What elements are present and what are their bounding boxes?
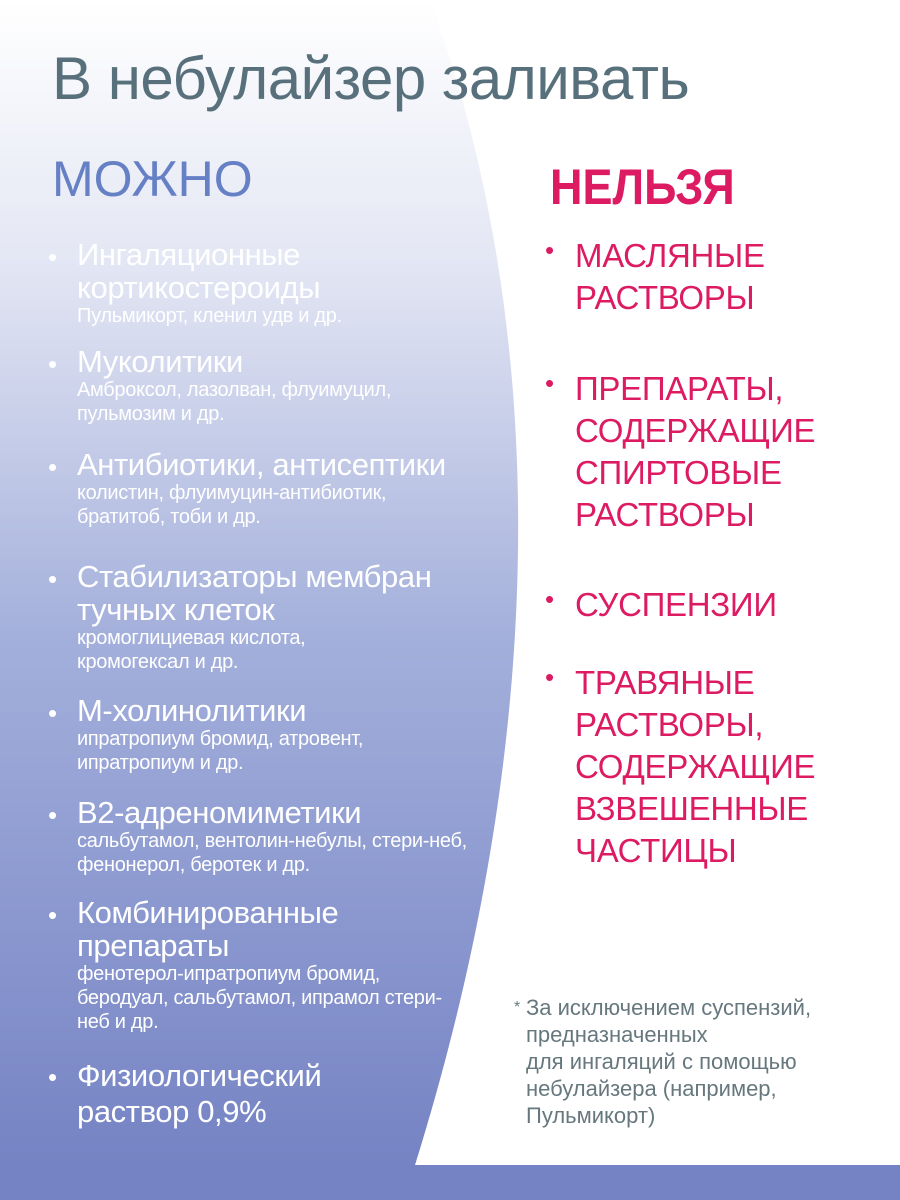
item-desc: Амброксол, лазолван, флуимуцил, пульмозим и др. — [77, 379, 392, 425]
item-name: Комбинированные препараты — [77, 895, 339, 963]
forbidden-item — [545, 584, 777, 626]
bullet-icon: • — [48, 900, 58, 930]
item-name: В2-адреномиметики — [77, 795, 362, 830]
item-desc: колистин, флуимуцин-антибиотик, братитоб, тоби и др. — [77, 482, 387, 528]
forbidden-item — [545, 235, 765, 319]
bullet-icon: • — [48, 698, 58, 728]
bullet-icon: • — [48, 1062, 58, 1092]
item-name: ПРЕПАРАТЫ, СОДЕРЖАЩИЕ СПИРТОВЫЕ РАСТВОРЫ — [575, 370, 816, 533]
allowed-item — [48, 345, 468, 426]
item-desc: Пульмикорт, кленил удв и др. — [77, 305, 342, 327]
forbidden-item — [545, 662, 815, 872]
allowed-item — [48, 1058, 408, 1130]
item-name: Ингаляционные кортикостероиды — [77, 237, 321, 305]
allowed-heading: МОЖНО — [52, 151, 253, 207]
footnote — [514, 994, 811, 1129]
bullet-icon: • — [48, 452, 58, 482]
allowed-item — [48, 560, 508, 674]
item-name: Стабилизаторы мембран тучных клеток — [77, 559, 432, 627]
item-name: Антибиотики, антисептики — [77, 447, 446, 482]
item-desc: кромоглициевая кислота, кромогексал и др. — [77, 627, 306, 673]
footnote-text: За исключением суспензий, предназначенных для ингаляций с помощью небулайзера (например, Пульмикорт) — [526, 995, 812, 1128]
bottom-band — [0, 1165, 900, 1200]
forbidden-heading: НЕЛЬЗЯ — [550, 159, 735, 215]
bullet-icon: • — [48, 349, 58, 379]
bullet-icon: • — [48, 242, 58, 272]
item-name: СУСПЕНЗИИ — [575, 586, 777, 623]
allowed-item — [48, 238, 378, 328]
bullet-icon: • — [545, 584, 555, 614]
page-title: В небулайзер заливать — [52, 45, 690, 112]
item-desc: сальбутамол, вентолин-небулы, стери-неб, фенонерол, беротек и др. — [77, 830, 467, 876]
forbidden-item — [545, 368, 815, 536]
footnote-asterisk: * — [514, 999, 521, 1016]
item-desc: фенотерол-ипратропиум бромид, беродуал, сальбутамол, ипрамол стери-неб и др. — [77, 963, 442, 1033]
item-name: ТРАВЯНЫЕ РАСТВОРЫ, СОДЕРЖАЩИЕ ВЗВЕШЕННЫЕ ЧАСТИЦЫ — [575, 664, 816, 869]
allowed-item — [48, 895, 442, 1034]
bullet-icon: • — [545, 368, 555, 398]
bullet-icon: • — [48, 564, 58, 594]
item-name: Физиологический раствор 0,9% — [77, 1058, 322, 1129]
allowed-item — [48, 448, 548, 529]
item-name: Муколитики — [77, 344, 243, 379]
item-name: М-холинолитики — [77, 693, 307, 728]
item-name: МАСЛЯНЫЕ РАСТВОРЫ — [575, 237, 765, 316]
bullet-icon: • — [545, 662, 555, 692]
item-desc: ипратропиум бромид, атровент, ипратропиум и др. — [77, 728, 364, 774]
bullet-icon: • — [48, 800, 58, 830]
allowed-item — [48, 694, 468, 775]
bullet-icon: • — [545, 235, 555, 265]
allowed-item — [48, 796, 508, 877]
